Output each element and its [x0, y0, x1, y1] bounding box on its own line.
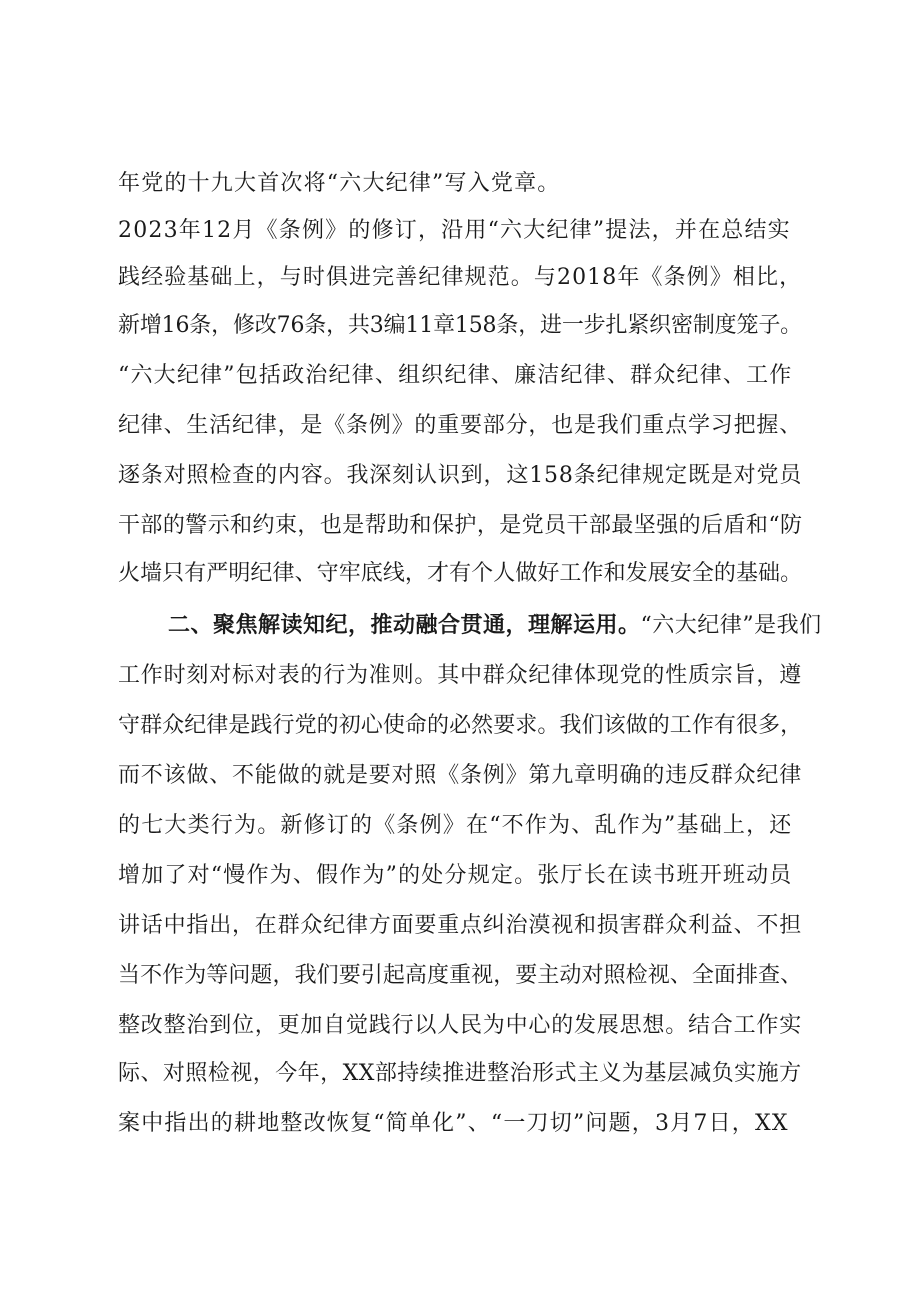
paragraph-line: 当不作为等问题，我们要引起高度重视，要主动对照检视、全面排查、: [118, 963, 803, 988]
section-heading-line: [168, 610, 822, 642]
paragraph-line: 干部的警示和约束，也是帮助和保护，是党员干部最坚强的后盾和“防: [118, 513, 803, 538]
paragraph-line: 整改整治到位，更加自觉践行以人民为中心的发展思想。结合工作实: [118, 1013, 803, 1038]
paragraph-line: 的七大类行为。新修订的《条例》在“不作为、乱作为”基础上，还: [118, 813, 793, 838]
paragraph-line: 讲话中指出，在群众纪律方面要重点纠治漠视和损害群众利益、不担: [118, 913, 803, 938]
paragraph-line: 纪律、生活纪律，是《条例》的重要部分，也是我们重点学习把握、: [118, 413, 803, 438]
paragraph-line: 增加了对“慢作为、假作为”的处分规定。张厅长在读书班开班动员: [118, 863, 793, 888]
section-heading: 二、聚焦解读知纪，推动融合贯通，理解运用。: [168, 613, 641, 638]
paragraph-line: 逐条对照检查的内容。我深刻认识到，这158条纪律规定既是对党员: [118, 463, 803, 488]
paragraph-line: 工作时刻对标对表的行为准则。其中群众纪律体现党的性质宗旨，遵: [118, 663, 803, 688]
paragraph-line: 2023年12月《条例》的修订，沿用“六大纪律”提法，并在总结实: [118, 218, 791, 243]
paragraph-line: 守群众纪律是践行党的初心使命的必然要求。我们该做的工作有很多，: [118, 713, 803, 738]
heading-line-text: “六大纪律”是我们: [640, 613, 822, 638]
paragraph-line: 际、对照检视，今年，XX部持续推进整治形式主义为基层减负实施方: [118, 1061, 802, 1086]
paragraph-line: 而不该做、不能做的就是要对照《条例》第九章明确的违反群众纪律: [118, 763, 803, 788]
paragraph-line: 年党的十九大首次将“六大纪律”写入党章。: [118, 171, 561, 196]
paragraph-line: 新增16条，修改76条，共3编11章158条，进一步扎紧织密制度笼子。: [118, 313, 802, 338]
paragraph-line: 践经验基础上，与时俱进完善纪律规范。与2018年《条例》相比，: [118, 265, 803, 290]
paragraph-line: 案中指出的耕地整改恢复“简单化”、“一刀切”问题，3月7日，XX: [118, 1111, 789, 1136]
paragraph-line: “六大纪律”包括政治纪律、组织纪律、廉洁纪律、群众纪律、工作: [118, 363, 793, 388]
paragraph-line: 火墙只有严明纪律、守牢底线，才有个人做好工作和发展安全的基础。: [118, 561, 803, 586]
